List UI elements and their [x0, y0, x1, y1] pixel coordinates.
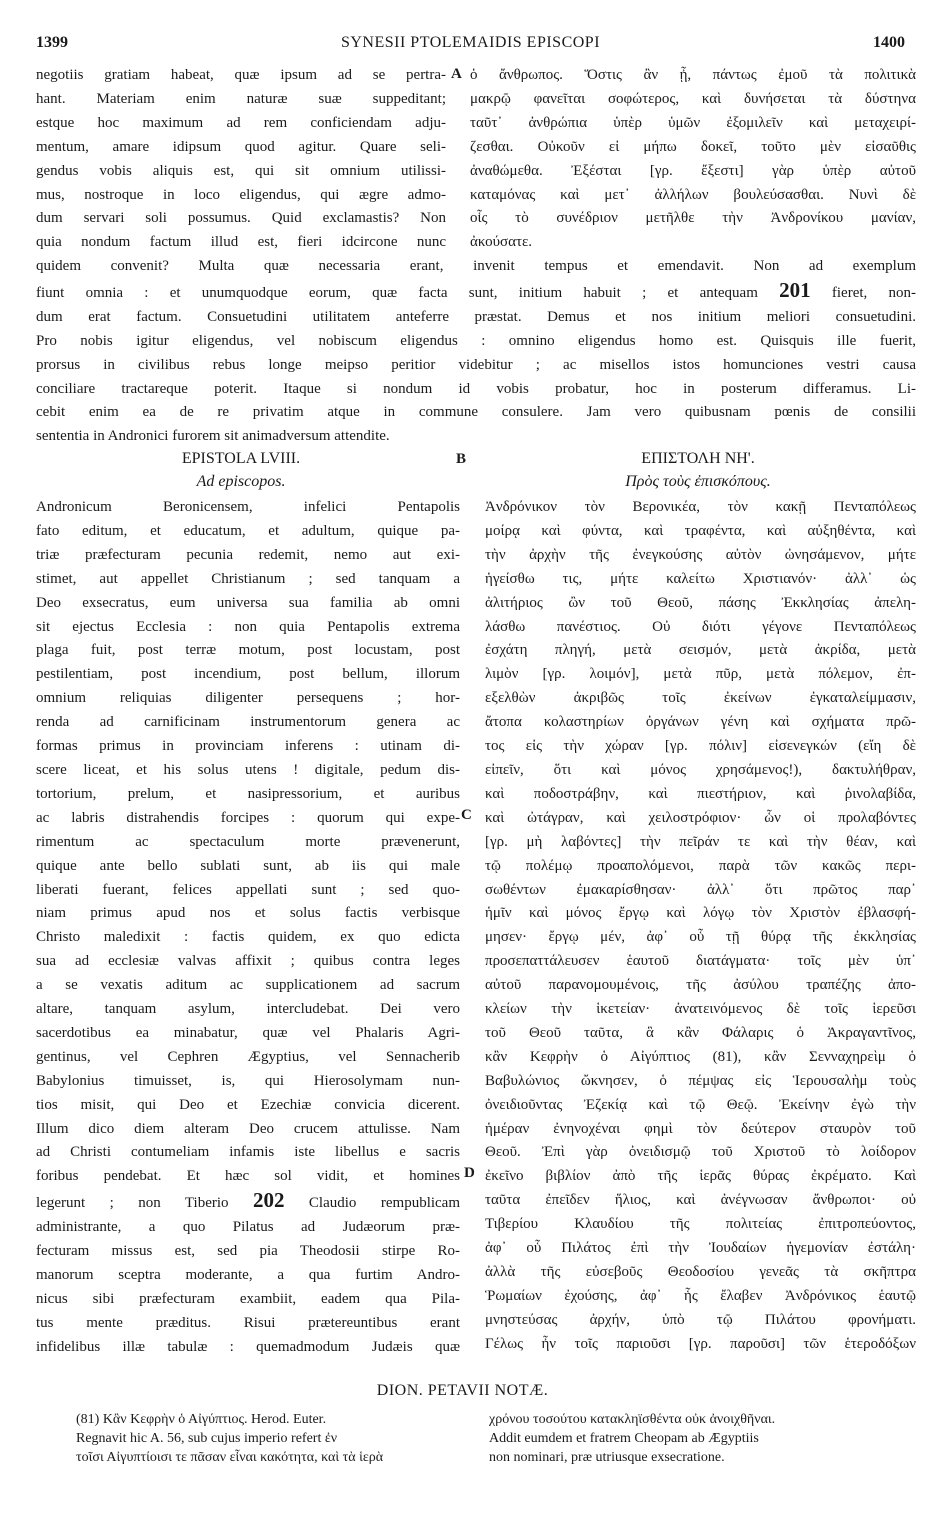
- text-line: plaga fuit, post terræ motum, post locustam, post: [36, 642, 460, 659]
- text-line: κλείων τὴν ἱκετείαν· ἀνατεινόμενος δὲ τοῖς ἱερεῦσι: [485, 1001, 916, 1018]
- text-line: τος εἰς τὴν χώραν [γρ. πόλιν] εἰσενεγκών (εἴη δὲ: [485, 738, 916, 755]
- text-line: εἰπεῖν, ὅτι καὶ μόνος χρησάμενος!), δακτυλήθραν,: [485, 761, 916, 778]
- text-line: καὶ ποδοστράβην, καὶ πιεστήριον, καὶ ῥινολαβίδα,: [485, 785, 916, 802]
- text-line: λιμὸν [γρ. λοιμόν], μετὰ πῦρ, μετὰ πόλεμον, ἐπ-: [485, 666, 916, 683]
- text-line: καταμόνας καὶ μετ᾽ ἀλλήλων βουλεύσασθαι. Νυνὶ δὲ: [470, 186, 916, 203]
- text-line: μησεν· ἔργῳ μέν, ἀφ᾽ οὗ τῇ θύρᾳ τῆς ἐκκλησίας: [485, 929, 916, 946]
- epistola-latin-subtitle: Ad episcopos.: [196, 473, 286, 490]
- text-line: προσεπαττάλευσεν ἑαυτοῦ διατάγματα· τοῖς μὲν ὑπ᾽: [485, 953, 916, 970]
- text-line: dum erat factum. Consuetudini utilitatem anteferre præstat. Demus et nos initium meliori consuetudini.: [36, 308, 916, 325]
- text-line: tios misit, qui Deo et Ezechiæ convicia dicerent.: [36, 1096, 460, 1113]
- text-line: ταῦτα ἐπεῖδεν ἥλιος, καὶ ἀνέγνωσαν ἄνθρωποι· οὐ: [485, 1192, 916, 1209]
- text-line: τὴν ἀρχὴν τῆς ἐνεγκούσης αὐτὸν ὠνησάμενον, μήτε: [485, 546, 916, 563]
- text-line: formas primus in provinciam inferens : utinam di-: [36, 738, 460, 755]
- text-line: gendus vobis aliquis est, qui sit omnium utilissi-: [36, 162, 446, 179]
- notes-left-column: [76, 1410, 470, 1467]
- text-line: quique ante bello sublati sunt, ab iis qui male: [36, 857, 460, 874]
- text-line: χρόνου τοσούτου κατακληϊσθέντα οὐκ ἀνοιχθῆναι.: [489, 1412, 776, 1427]
- text-line: αὐτοῦ παρανομουμένοις, τῆς ἀσύλου τραπέζης ἀπο-: [485, 977, 916, 994]
- text-line: [36, 1189, 460, 1216]
- text-line: cebit enim ea de re privatim atque in commune consulere. Jam vero quibusnam pœnis de consilii: [36, 404, 916, 421]
- folio-marker-202: 202: [252, 1189, 285, 1213]
- text-line: ἀφ᾽ οὗ Πιλάτος ἐπὶ τὴν Ἰουδαίων ἡγεμονίαν ἐστάλη·: [485, 1240, 916, 1257]
- text-line: gentinus, vel Cephren Ægyptius, vel Sennacherib: [36, 1048, 460, 1065]
- text-line: pestilentiam, post incendium, post bellum, illorum: [36, 666, 460, 683]
- text-line: niam primus apud nos et solus factis verbisque: [36, 905, 460, 922]
- notes-title: DION. PETAVII NOTÆ.: [376, 1382, 549, 1399]
- section-marker-d: D: [464, 1165, 475, 1181]
- text-line: μνηστεύσας ἀρχήν, ὑπὸ τῷ Πιλάτου φρονήματι.: [485, 1311, 916, 1328]
- text-line: fecturam missus est, sed pia Theodosii stirpe Ro-: [36, 1243, 460, 1260]
- text-line: a se vexatis aditum ac supplicationem ad sacrum: [36, 977, 460, 994]
- text-line: τοῖσι Αἰγυπτίοισι τε πᾶσαν εἶναι κακότητα, καὶ τὰ ἱερὰ: [76, 1450, 384, 1465]
- text-line: [36, 279, 916, 306]
- epistola-greek-subtitle: Πρὸς τοὺς ἐπισκόπους.: [625, 473, 771, 490]
- text-line: Addit eumdem et fratrem Cheopam ab Ægyptiis: [489, 1431, 759, 1446]
- text-line: administrante, a quo Pilatus ad Judæorum præ-: [36, 1219, 460, 1236]
- text-line: Τιβερίου Κλαυδίου τῆς πολιτείας ἐπιτροπεύοντος,: [485, 1216, 916, 1233]
- text-line: ac labris distrahendis forcipes : quorum qui expe-: [36, 809, 460, 826]
- text-line: fato editum, et educatum, et adultum, quique pa-: [36, 522, 460, 539]
- text-line: sit ejectus Ecclesia : non quia Pentapolis extrema: [36, 618, 460, 635]
- text-line: σωθέντων ἐμακαρίσθησαν· ἀλλ᾽ ὅτι πρῶτος παρ᾽: [485, 881, 916, 898]
- latin-full-width: [36, 255, 916, 449]
- text-line: nicus sibi præfecturam exambiit, eadem qua Pila-: [36, 1290, 460, 1307]
- text-line: altare, tanquam asylum, intercludebat. Dei vero: [36, 1001, 460, 1018]
- text-line: τῷ πολέμῳ προαπολόμενοι, παρὰ τῶν κακῶς περι-: [485, 857, 916, 874]
- text-line: triæ præfecturam pecunia redemit, nemo aut exi-: [36, 546, 460, 563]
- text-line: renda ad carnificinam instrumentorum genera ac: [36, 714, 460, 731]
- text-line: Regnavit hic A. 56, sub cujus imperio refert ἐν: [76, 1431, 338, 1446]
- text-line: sacerdotibus ea minabatur, quæ vel Phalaris Agri-: [36, 1024, 460, 1041]
- text-line: sententia in Andronici furorem sit animadversum attendite.: [36, 428, 390, 445]
- text-line: scere liceat, et his solus utens ! digitale, pedum dis-: [36, 761, 460, 778]
- latin-full-width-rest: [36, 306, 916, 449]
- text-line: omnium reliquias diligenter persequens ; hor-: [36, 690, 460, 707]
- text-fragment: fiunt omnia : et unumquodque eorum, quæ facta sunt, initium habuit ; et antequam: [36, 284, 758, 301]
- running-title: SYNESII PTOLEMAIDIS EPISCOPI: [340, 34, 601, 51]
- text-line: Pro nobis igitur eligendus, vel nobiscum eligendus : omnino eligendus homo est. Quisquis ille fuerit,: [36, 332, 916, 349]
- text-line: μακρῷ φανεῖται σοφώτερος, καὶ δυνήσεται τὰ δύστηνα: [470, 90, 916, 107]
- text-fragment: legerunt ; non Tiberio: [36, 1195, 229, 1212]
- text-line: τοῦ Θεοῦ ταῦτα, ἃ κἂν Φάλαρις ὁ Ἀκραγαντῖνος,: [485, 1024, 916, 1041]
- text-line: sua ad ecclesiæ valvas affixit ; quibus contra leges: [36, 953, 460, 970]
- text-line: rimentum ac spectaculum morte prævenerunt,: [36, 833, 460, 850]
- text-line: Andronicum Beronicensem, infelici Pentapolis: [36, 499, 460, 515]
- text-line: mus, nostroque in loco eligendus, qui ægre admo-: [36, 186, 446, 203]
- text-line: conciliare tractareque poterit. Itaque si nondum id vobis probatur, hoc in posterum differamus. Li-: [36, 380, 916, 397]
- text-line: infidelibus illæ tabulæ : quemadmodum Judæis quæ: [36, 1338, 460, 1355]
- text-line: negotiis gratiam habeat, quæ ipsum ad se pertra-: [36, 67, 446, 83]
- text-fragment: Claudio rempublicam: [308, 1195, 460, 1212]
- text-line: ἀλιτήριος ὢν τοῦ Θεοῦ, πάσης Ἐκκλησίας ἀπελη-: [485, 594, 916, 611]
- folio-marker-201: 201: [779, 278, 811, 302]
- text-line: (81) Κἂν Κεφρὴν ὁ Αἰγύπτιος. Herod. Euter.: [76, 1412, 327, 1427]
- text-line: ad Christi contumeliam infamis iste libellus e sacris: [36, 1144, 460, 1161]
- text-line: manorum sceptra moderante, a qua furtim Andro-: [36, 1267, 460, 1283]
- text-line: ὁ ἄνθρωπος. Ὅστις ἂν ᾖ, πάντως ἐμοῦ τὰ πολιτικὰ: [470, 67, 916, 83]
- text-line: ἐσχάτη πληγή, μετὰ σεισμόν, μετὰ ἀκρίδα, μετὰ: [485, 642, 916, 659]
- text-line: κἂν Κεφρὴν ὁ Αἰγύπτιος (81), κἂν Σενναχηρεὶμ ὁ: [485, 1048, 916, 1065]
- section-marker-c: C: [461, 807, 472, 823]
- text-line: Babylonius timuisset, is, qui Hierosolymam nun-: [36, 1072, 460, 1089]
- text-line: hant. Materiam enim naturæ suæ suppeditant;: [36, 90, 446, 107]
- text-line: ἡμέραν ἐνηνοχέναι φημὶ τὸν δεύτερον σταυρὸν τοῦ: [485, 1120, 916, 1137]
- text-line: καὶ ὠτάγραν, καὶ χειλοστρόφιον· ὧν οἱ προλαβόντες: [485, 809, 916, 826]
- text-line: tortorium, prelum, et nasipressorium, et auribus: [36, 785, 460, 802]
- text-line: Θεοῦ. Ἐπὶ γὰρ ὀνειδισμῷ τοῦ Χριστοῦ τὸ λοίδορον: [485, 1144, 916, 1161]
- text-line: μοίρᾳ καὶ φύντα, καὶ τραφέντα, καὶ αὐξηθέντα, καὶ: [485, 522, 916, 539]
- epistola-greek-title: ΕΠΙΣΤΟΛΗ ΝΗ'.: [641, 450, 755, 467]
- text-line: Ἀνδρόνικον τὸν Βερονικέα, τὸν κακῇ Πενταπόλεως: [485, 499, 916, 515]
- text-line: ἄτοπα κολαστηρίων ὀργάνων γένη καὶ σχήματα πρῶ-: [485, 714, 916, 731]
- left-page-number: 1399: [36, 34, 68, 51]
- greek-column-main: [485, 496, 916, 1357]
- text-line: prorsus in civilibus rebus longe meipso peritior videbitur ; ac misellos istos homunciones vestri causa: [36, 356, 916, 373]
- text-line: ἀναθώμεθα. Ἐξέσται [γρ. ἔξεστι] γὰρ ὑπὲρ αὐτοῦ: [470, 162, 916, 179]
- text-line: dum servari soli possumus. Quid exclamastis? Non: [36, 210, 446, 227]
- text-line: ὀνειδιοῦντας Ἐζεκίᾳ καὶ τῷ Θεῷ. Ἐκείνην ἐγὼ τὴν: [485, 1096, 916, 1113]
- text-line: ἀλλὰ τῆς εὐσεβοῦς Θεοδοσίου γενεᾶς τὰ σκῆπτρα: [485, 1264, 916, 1280]
- running-head: [36, 34, 905, 58]
- text-line: ἡμῖν καὶ μόνος ἔργῳ καὶ λόγῳ τὸν Χριστὸν ἐβλασφή-: [485, 905, 916, 922]
- section-marker-a: A: [451, 66, 462, 82]
- text-line: οἷς τὸ συνέδριον μετῆλθε τὴν Ἀνδρονίκου μανίαν,: [470, 210, 916, 227]
- latin-column-top: [36, 64, 446, 255]
- text-line: liberati fuerant, felices appellati sunt ; sed quo-: [36, 881, 460, 898]
- text-line: εξελθὼν ἀκριβῶς τοῖς ἐκείνων ἐγκαταλείμμασιν,: [485, 690, 916, 707]
- text-line: foribus pendebat. Et hæc sol vidit, et homines: [36, 1168, 460, 1185]
- text-line: ταῦτ᾽ ἀνθρώπια ὑπὲρ ὑμῶν ἐξομιλεῖν καὶ μεταχειρί-: [470, 114, 916, 131]
- greek-column-top: [470, 64, 916, 255]
- text-line: Christo maledixit : factis quidem, ex quo edicta: [36, 929, 460, 946]
- notes-right-column: [489, 1410, 916, 1467]
- text-line: Deo exsecratus, eum universa sua familia ab omni: [36, 594, 460, 611]
- text-line: λάσθω πανέστιος. Οὐ διότι γέγονε Πενταπόλεως: [485, 618, 916, 635]
- section-marker-b: B: [456, 451, 467, 467]
- text-line: quia nondum factum illud est, fieri idcircone nunc: [36, 234, 446, 251]
- text-line: ζεσθαι. Οὐκοῦν εἰ μήπω δοκεῖ, τοῦτο μὲν εἰσαῦθις: [470, 138, 916, 155]
- text-fragment: fieret, non-: [831, 284, 916, 301]
- latin-column-main: [36, 496, 460, 1360]
- text-line: Ῥωμαίων ἐχούσης, ἀφ᾽ ἧς ἔλαβεν Ἀνδρόνικος ἑαυτῷ: [485, 1287, 916, 1304]
- text-line: estque hoc maximum ad rem conficiendam adju-: [36, 114, 446, 131]
- text-line: Βαβυλώνιος ὤκνησεν, ὁ πέμψας εἰς Ἱερουσαλὴμ τοὺς: [485, 1072, 916, 1089]
- text-line: tus mente præditus. Risui prætereuntibus erant: [36, 1314, 460, 1331]
- text-line: ἀκούσατε.: [470, 234, 533, 251]
- text-line: Illum dico diem alteram Deo crucem attulisse. Nam: [36, 1120, 460, 1137]
- text-line: non nominari, præ utriusque exsecratione.: [489, 1450, 725, 1465]
- text-line: Γέλως ἦν τοῖς παριοῦσι [γρ. παροῦσι] τῶν ἑτεροδόξων: [485, 1335, 916, 1352]
- text-line: ἐκεῖνο βιβλίον ἀπὸ τῆς ἱερᾶς θύρας ἐκρέματο. Καὶ: [485, 1168, 916, 1185]
- epistola-latin-title: EPISTOLA LVIII.: [181, 450, 301, 467]
- text-line: quidem convenit? Multa quæ necessaria erant, invenit tempus et emendavit. Non ad exemplum: [36, 258, 916, 274]
- right-page-number: 1400: [873, 34, 905, 51]
- text-line: ἡγείσθω τις, μήτε καλείτω Χριστιανόν· ἀλλ᾽ ὡς: [485, 570, 916, 587]
- text-line: stimet, aut appellet Christianum ; sed tanquam a: [36, 570, 460, 587]
- text-line: mentum, amare idipsum quod agitur. Quare seli-: [36, 138, 446, 155]
- text-line: [γρ. μὴ λαβόντες] τὴν πεῖράν τε καὶ τὴν θέαν, καὶ: [485, 833, 916, 850]
